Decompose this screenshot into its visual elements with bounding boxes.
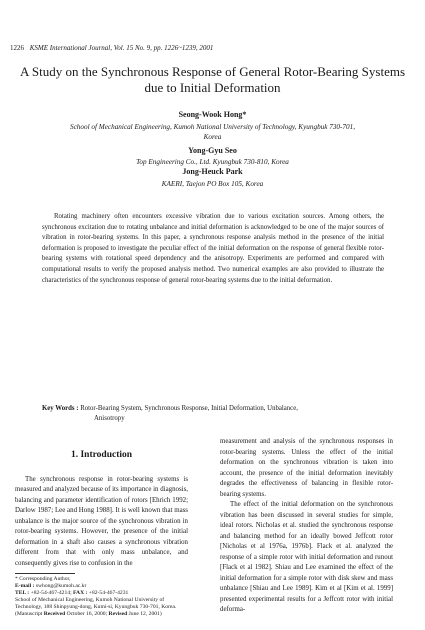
tel-label: TEL :	[15, 590, 30, 596]
section-heading: 1. Introduction	[70, 450, 133, 460]
affiliation-line: Top Engineering Co., Ltd. Kyungbuk 730-810, Korea	[136, 158, 289, 166]
address-text: School of Mechanical Engineering, Kumoh National University of Technology, 188 Shinpyung-dong, Kumi-si, Kyungbuk 730-701, Korea. (Manuscript	[15, 597, 177, 617]
author-affiliation	[20, 157, 405, 167]
keywords-label: Key Words :	[42, 405, 79, 412]
footnote-rule	[15, 573, 75, 574]
keywords-line: Rotor-Bearing System, Synchronous Response, Initial Deformation, Unbalance,	[80, 405, 298, 412]
received-label: Received	[43, 611, 66, 617]
journal-citation: KSME International Journal, Vol. 15 No. 9, pp. 1226~1239, 2001	[29, 44, 214, 52]
author-affiliation	[20, 122, 405, 142]
revised-label: Revised	[108, 611, 128, 617]
footnote-phone-line	[15, 590, 191, 597]
author-name: Jong-Heuck Park	[182, 167, 243, 176]
running-head	[10, 44, 213, 52]
email-label: E-mail :	[15, 583, 35, 589]
revised-date: June 12, 2001)	[128, 611, 162, 617]
affiliation-line: KAERI, Taejon PO Box 105, Korea	[161, 180, 264, 188]
author-name: Seong-Wook Hong*	[178, 110, 247, 119]
body-paragraph: The effect of the initial deformation on the synchronous vibration has been discussed in several studies for simple, ideal rotors. Nicholas et al. studied the synchronous response and balancing method for an ideally bowed Jeffcott rotor [Nicholas et al 1976a, 1976b]. Flack et al. analyzed the response of a simple rotor with initial deformation and runout [Flack et al 1982]. Shiau and Lee examined the effect of the initial deformation for a simple rotor with disk skew and mass unbalance [Shiau and Lee 1989]. Kim et al [Kim et al. 1999] presented experimental results for a Jeffcott rotor with initial deforma-	[220, 501, 393, 613]
tel-number: +82-54-467-4214;	[30, 590, 72, 596]
left-column	[15, 438, 188, 569]
paper-title: A Study on the Synchronous Response of General Rotor-Bearing Systems due to Initial Deformation	[20, 64, 406, 95]
footnote-email-line	[15, 583, 191, 590]
affiliation-line: School of Mechanical Engineering, Kumoh National University of Technology, Kyungbuk 730-701,	[70, 123, 355, 131]
keywords	[42, 404, 384, 424]
author-affiliation	[20, 179, 405, 189]
page-number: 1226	[10, 44, 24, 52]
received-date: October 16, 2000;	[66, 611, 108, 617]
body-paragraph: measurement and analysis of the synchronous responses in rotor-bearing systems. Unless the effect of the initial deformation on the synchronous vibration is taken into account, the presence of the initial deformation inevitably degrades the effectiveness of balancing in flexible rotor-bearing systems.	[220, 438, 393, 498]
right-column	[220, 437, 393, 616]
abstract: Rotating machinery often encounters excessive vibration due to various excitation sources. Among others, the synchronous excitation due to rotating unbalance and initial deformation is acknowledged to be one of the major sources of vibration in rotor-bearing systems. In this paper, a synchronous response analysis method in the presence of the initial deformation is proposed to investigate the peculiar effect of the initial deformation on the response of general flexible rotor-bearing systems with rotational speed dependency and the anisotropy. Experiments are performed and compared with computational results to verify the proposed analysis method. Two numerical examples are also provided to illustrate the characteristics of the synchronous response of general rotor-bearing systems due to the initial deformation.	[42, 213, 384, 284]
fax-number: +82-54-467-4231	[88, 590, 129, 596]
email-address: swhong@kumoh.ac.kr	[35, 583, 87, 589]
footnote	[15, 573, 191, 618]
keywords-line: Anisotropy	[94, 415, 125, 422]
affiliation-line: Korea	[203, 133, 222, 141]
body-paragraph: The synchronous response in rotor-bearing systems is measured and analyzed because of its importance in diagnosis, balancing and parameter identification of rotors [Ehrich 1992; Darlow 1987; Lee and Hong 1988]. It is well known that mass unbalance is the major source of the synchronous vibration in rotor-bearing systems. However, the presence of the initial deformation in a shaft also causes a synchronous vibration different from that with only mass unbalance, and consequently gives rise to confusion in the	[15, 475, 188, 567]
footnote-address	[15, 597, 191, 618]
author-name: Yong-Gyu Seo	[188, 146, 237, 155]
fax-label: FAX :	[73, 590, 88, 596]
footnote-corresponding: * Corresponding Author,	[15, 576, 71, 582]
